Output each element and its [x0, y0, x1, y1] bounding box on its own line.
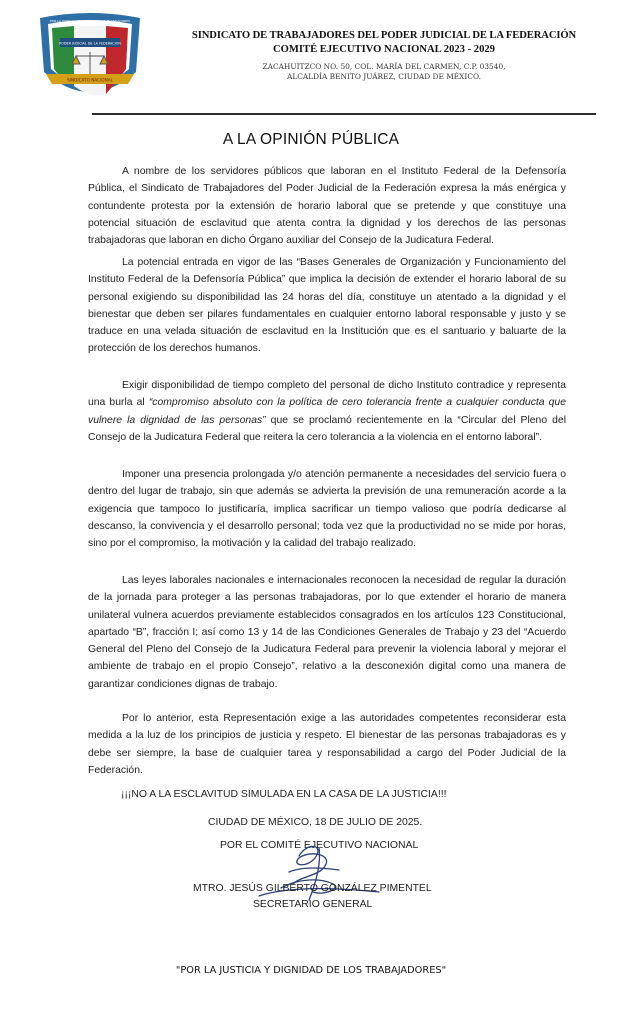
union-logo — [28, 12, 152, 110]
address-line-2: ALCALDÍA BENITO JUÁREZ, CIUDAD DE MÉXICO. — [287, 72, 481, 81]
page-title: A LA OPINIÓN PÚBLICA — [222, 131, 400, 148]
header-divider — [92, 113, 596, 115]
paragraph-3 — [88, 377, 566, 446]
paragraph-5: Las leyes laborales nacionales e internacionales reconocen la necesidad de regular la duración de la jornada para proteger a las personas trabajadoras, por lo que extender el horario de manera unilateral vulnera acuerdos previamente establecidos consagrados en los artículos 123 Constitucional, apartado “B”, fracción I; así como 13 y 14 de las Condiciones Generales de Trabajo y 23 del “Acuerdo General del Pleno del Consejo de la Judicatura Federal para prevenir la violencia laboral y mejorar el ambiente de trabajo en el propio Consejo”, relativo a la desconexión digital como una manera de garantizar condiciones dignas de trabajo. — [88, 575, 566, 690]
paragraph-3-quote: “compromiso absoluto con la política de cero tolerancia frente a cualquier conducta que vulnere la dignidad de las personas” — [88, 397, 566, 426]
signer-role: SECRETARIO GENERAL — [253, 899, 373, 910]
paragraph-4: Imponer una presencia prolongada y/o atención permanente a necesidades del servicio fuera o dentro del lugar de trabajo, sin que además se advierta la previsión de una remuneración acorde a la exigencia que tampoco lo justificaría, implica sacrificar un tiempo valioso que podría dedicarse al descanso, la convivencia y el desarrollo personal; toda vez que la productividad no se mide por horas, sino por el compromiso, la motivación y la calidad del trabajo realizado. — [88, 469, 566, 550]
footer-motto: "POR LA JUSTICIA Y DIGNIDAD DE LOS TRABAJADORES" — [175, 965, 447, 976]
logo-arc-text: POR LA JUSTICIA Y DIGNIDAD DE LOS TRABAJADORES — [50, 19, 130, 23]
paragraph-3-tail: que se proclamó recientemente en la “Circular del Pleno del Consejo de la Judicatura Federal que reitera la cero tolerancia a la violencia en el entorno laboral”. — [88, 414, 567, 443]
logo-ribbon-text: SINDICATO NACIONAL — [67, 77, 113, 83]
address-line-1: ZACAHUITZCO NO. 50, COL. MARÍA DEL CARMEN, C.P. 03540, — [262, 62, 506, 71]
signer-name: MTRO. JESÚS GILBERTO GONZÁLEZ PIMENTEL — [193, 883, 432, 894]
byline: POR EL COMITÉ EJECUTIVO NACIONAL — [220, 840, 419, 851]
org-name: SINDICATO DE TRABAJADORES DEL PODER JUDICIAL DE LA FEDERACIÓN — [191, 30, 577, 41]
paragraph-3-lead: Exigir disponibilidad de tiempo completo del personal de dicho Instituto contradice y representa una burla al — [88, 380, 566, 409]
place-date: CIUDAD DE MÉXICO, 18 DE JULIO DE 2025. — [208, 817, 423, 828]
paragraph-1: A nombre de los servidores públicos que laboran en el Instituto Federal de la Defensoría Pública, el Sindicato de Trabajadores del Poder Judicial de la Federación expresa la más enérgica y contundente protesta por la extensión de horario laboral que se pretende y que constituye una potencial situación de esclavitud que atenta contra la dignidad y los derechos de las personas trabajadoras que laboran en dicho Órgano auxiliar del Consejo de la Judicatura Federal. — [88, 166, 566, 247]
committee-name: COMITÉ EJECUTIVO NACIONAL 2023 - 2029 — [273, 44, 495, 55]
slogan: ¡¡¡NO A LA ESCLAVITUD SIMULADA EN LA CASA DE LA JUSTICIA!!! — [121, 789, 447, 800]
logo-banner-text: PODER JUDICIAL DE LA FEDERACION — [59, 41, 121, 46]
paragraph-2: La potencial entrada en vigor de las “Bases Generales de Organización y Funcionamiento del Instituto Federal de la Defensoría Pública” que implica la decisión de extender el horario laboral de su personal exigiendo su disponibilidad las 24 horas del día, constituye un atentado a la dignidad y el bienestar que deben ser pilares fundamentales en cualquier entorno laboral responsable y justo y se traduce en una velada situación de esclavitud en la Institución que es el santuario y baluarte de la protección de los derechos humanos. — [88, 257, 566, 355]
paragraph-6: Por lo anterior, esta Representación exige a las autoridades competentes reconsiderar esta medida a la luz de los principios de justicia y respeto. El bienestar de las personas trabajadoras es y debe ser siempre, la base de cualquier tarea y responsabilidad a cargo del Poder Judicial de la Federación. — [88, 713, 566, 776]
